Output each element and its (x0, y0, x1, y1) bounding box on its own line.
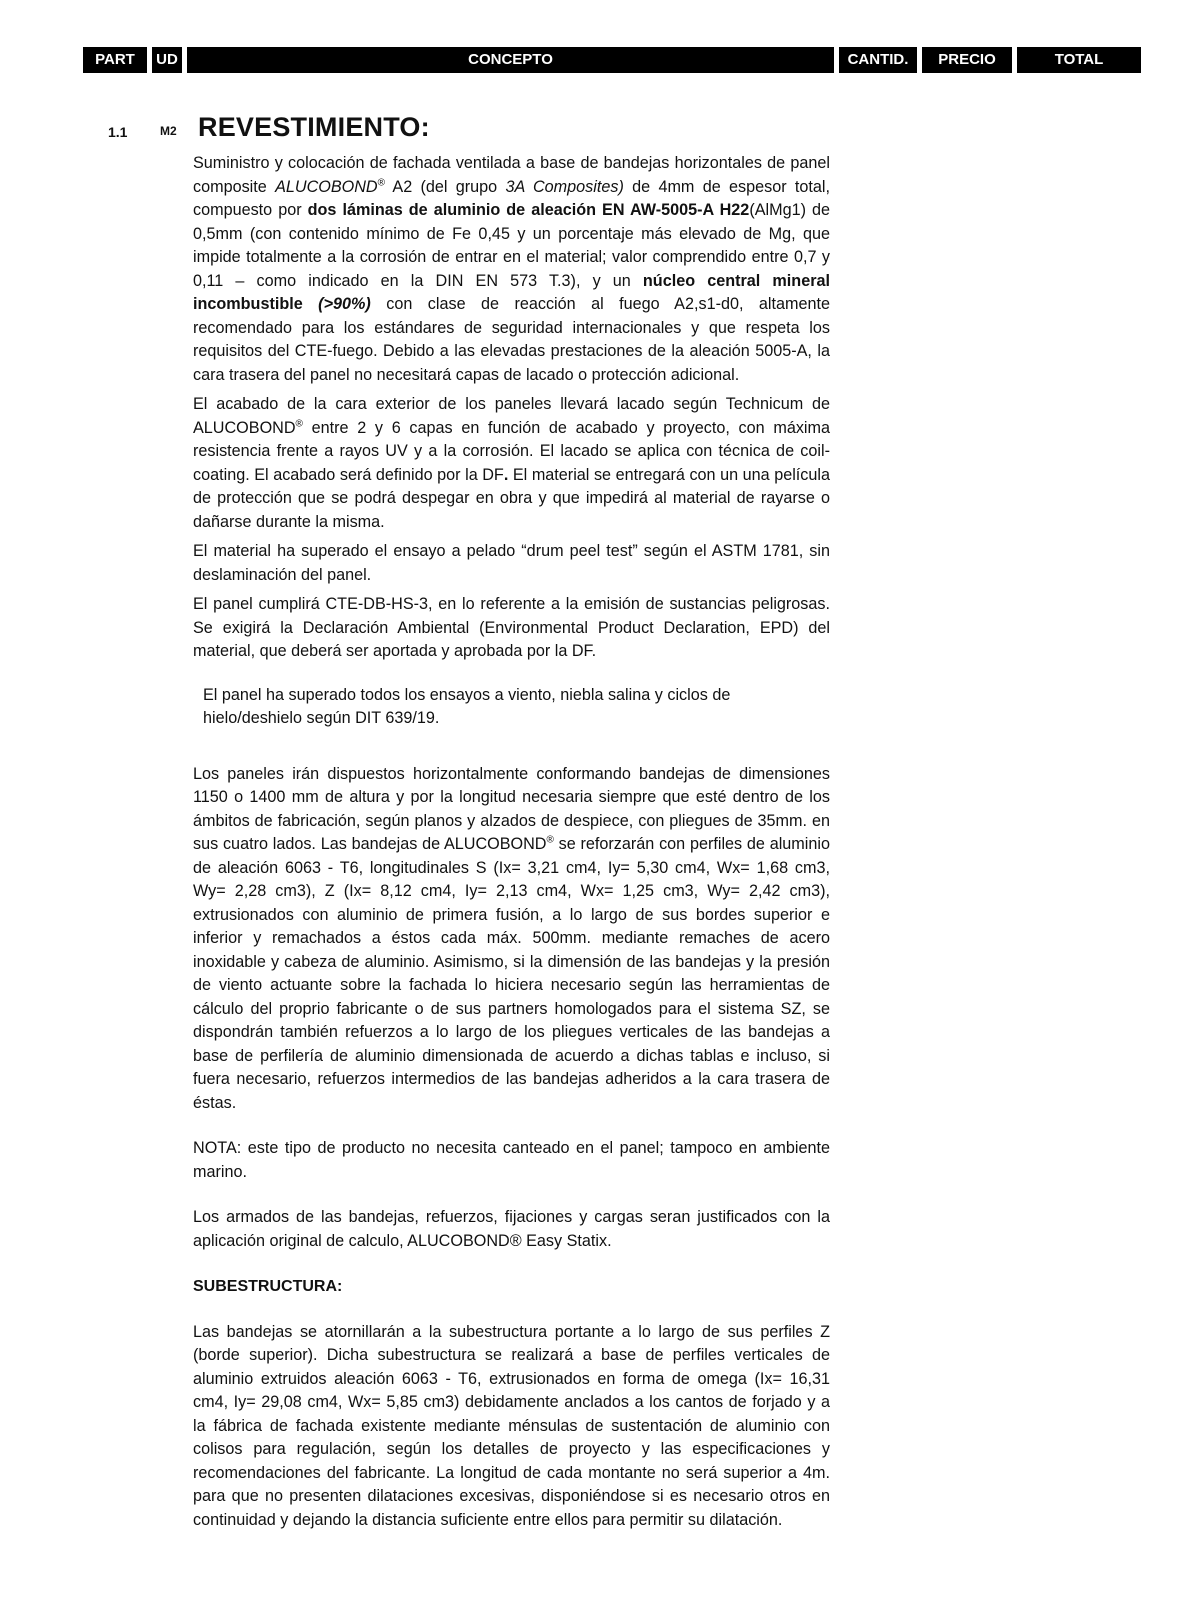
paragraph-layout (193, 763, 830, 1116)
item-title: REVESTIMIENTO: (198, 112, 430, 142)
paragraph-note: NOTA: este tipo de producto no necesita canteado en el panel; tampoco en ambiente marino. (193, 1139, 830, 1181)
text-run-bold: . (503, 465, 509, 484)
text-run: (AlMg1) de 0,5mm (con contenido mínimo de Fe 0,45 y un porcentaje más elevado de Mg, que impide totalmente a la corrosión de entrar en el material; valor comprendido entre 0,7 y 0,11 – como indicado en la DIN EN 573 T.3), y un (193, 201, 831, 290)
text-run-italic: 3A Composites) (505, 177, 624, 196)
registered-mark: ® (377, 177, 385, 189)
item-description (193, 152, 830, 1532)
text-run: se reforzarán con perfiles de aluminio de aleación 6063 - T6, longitudinales S (Ix= 3,21 cm4, Iy= 5,30 cm4, Wx= 1,68 cm3, Wy= 2,28 cm3), Z (Ix= 8,12 cm4, Iy= 2,13 cm4, Wx= 1,25 cm3, Wy= 2,42 cm3), extrusionados con aluminio de primera fusión, a lo largo de sus bordes superior e inferior y remachados a éstos cada máx. 500mm. mediante remaches de acero inoxidable y cabeza de aluminio. Asimismo, si la dimensión de las bandejas y la presión de viento actuante sobre la fachada lo hiciera necesario según las herramientas de cálculo del proprio fabricante o de sus partners homologados para el sistema SZ, se dispondrán también refuerzos a lo largo de los pliegues verticales de las bandejas a base de perfilería de aluminio dimensionada de acuerdo a dichas tablas e incluso, si fuera necesario, refuerzos intermedios de las bandejas adheridos a la cara trasera de éstas. (193, 835, 830, 1112)
text-run-italic: ALUCOBOND (275, 177, 378, 196)
paragraph-statix: Los armados de las bandejas, refuerzos, fijaciones y cargas seran justificados con la aplicación original de calculo, ALUCOBOND® Easy Statix. (193, 1208, 830, 1250)
text-run-bold: núcleo central mineral incombustible (193, 271, 830, 313)
header-total: TOTAL (1017, 47, 1141, 73)
item-number: 1.1 (108, 124, 128, 140)
paragraph-cte: El panel cumplirá CTE-DB-HS-3, en lo referente a la emisión de sustancias peligrosas. Se exigirá la Declaración Ambiental (Environmental Product Declaration, EPD) del material, que deberá ser aportada y aprobada por la DF. (193, 595, 830, 660)
text-run: El acabado de la cara exterior de los paneles llevará lacado según Technicum de ALUCOBOND (193, 395, 830, 437)
header-concepto: CONCEPTO (187, 47, 834, 73)
section-heading-subestructura: SUBESTRUCTURA: (193, 1278, 343, 1295)
item-unit: M2 (160, 124, 177, 138)
registered-mark: ® (295, 418, 303, 430)
text-run-bold-italic: (>90%) (302, 295, 371, 313)
text-run-bold: dos láminas de aluminio de aleación EN AW-5005-A H22 (307, 201, 750, 219)
paragraph-panel-spec (193, 152, 830, 387)
paragraph-finish (193, 393, 830, 534)
text-run: Suministro y colocación de fachada ventilada a base de bandejas horizontales de panel composite (193, 154, 830, 196)
text-run: A2 (del grupo (385, 177, 506, 196)
header-cantid: CANTID. (839, 47, 917, 73)
text-run: El material se entregará con un una película de protección que se podrá despegar en obra y que impedirá al material de rayarse o dañarse durante la misma. (193, 465, 830, 531)
registered-mark: ® (546, 834, 554, 846)
text-run: Los paneles irán dispuestos horizontalmente conformando bandejas de dimensiones 1150 o 1400 mm de altura y por la longitud necesaria siempre que esté dentro de los ámbitos de fabricación, según planos y alzados de despiece, con pliegues de 35mm. en sus cuatro lados. Las bandejas de ALUCOBOND (193, 764, 830, 853)
header-ud: UD (152, 47, 182, 73)
paragraph-dit: El panel ha superado todos los ensayos a viento, niebla salina y ciclos de hielo/deshielo según DIT 639/19. (203, 685, 731, 727)
header-part: PART (83, 47, 147, 73)
paragraph-subestructura: Las bandejas se atornillarán a la subestructura portante a lo largo de sus perfiles Z (borde superior). Dicha subestructura se realizará a base de perfiles verticales de aluminio extruidos aleación 6063 - T6, extrusionados en forma de omega (Ix= 16,31 cm4, Iy= 29,08 cm4, Wx= 5,85 cm3) debidamente anclados a los cantos de forjado y a la fábrica de fachada existente mediante ménsulas de sustentación de aluminio con colisos para regulación, según los detalles de proyecto y las especificaciones y recomendaciones del fabricante. La longitud de cada montante no será superior a 4m. para que no presenten dilataciones excesivas, disponiéndose si es necesario otros en continuidad y dejando la distancia suficiente entre ellos para permitir su dilatación. (193, 1322, 830, 1529)
paragraph-peel-test: El material ha superado el ensayo a pelado “drum peel test” según el ASTM 1781, sin deslaminación del panel. (193, 542, 830, 584)
text-run: de 4mm de espesor total, compuesto por (193, 177, 830, 219)
header-precio: PRECIO (922, 47, 1012, 73)
text-run: con clase de reacción al fuego A2,s1-d0, altamente recomendado para los estándares de seguridad internacionales y que respeta los requisitos del CTE-fuego. Debido a las elevadas prestaciones de la aleación 5005-A, la cara trasera del panel no necesitará capas de lacado o protección adicional. (193, 295, 830, 384)
text-run: entre 2 y 6 capas en función de acabado y proyecto, con máxima resistencia frente a rayos UV y a la corrosión. El lacado se aplica con técnica de coil-coating. El acabado será definido por la DF (193, 418, 830, 484)
